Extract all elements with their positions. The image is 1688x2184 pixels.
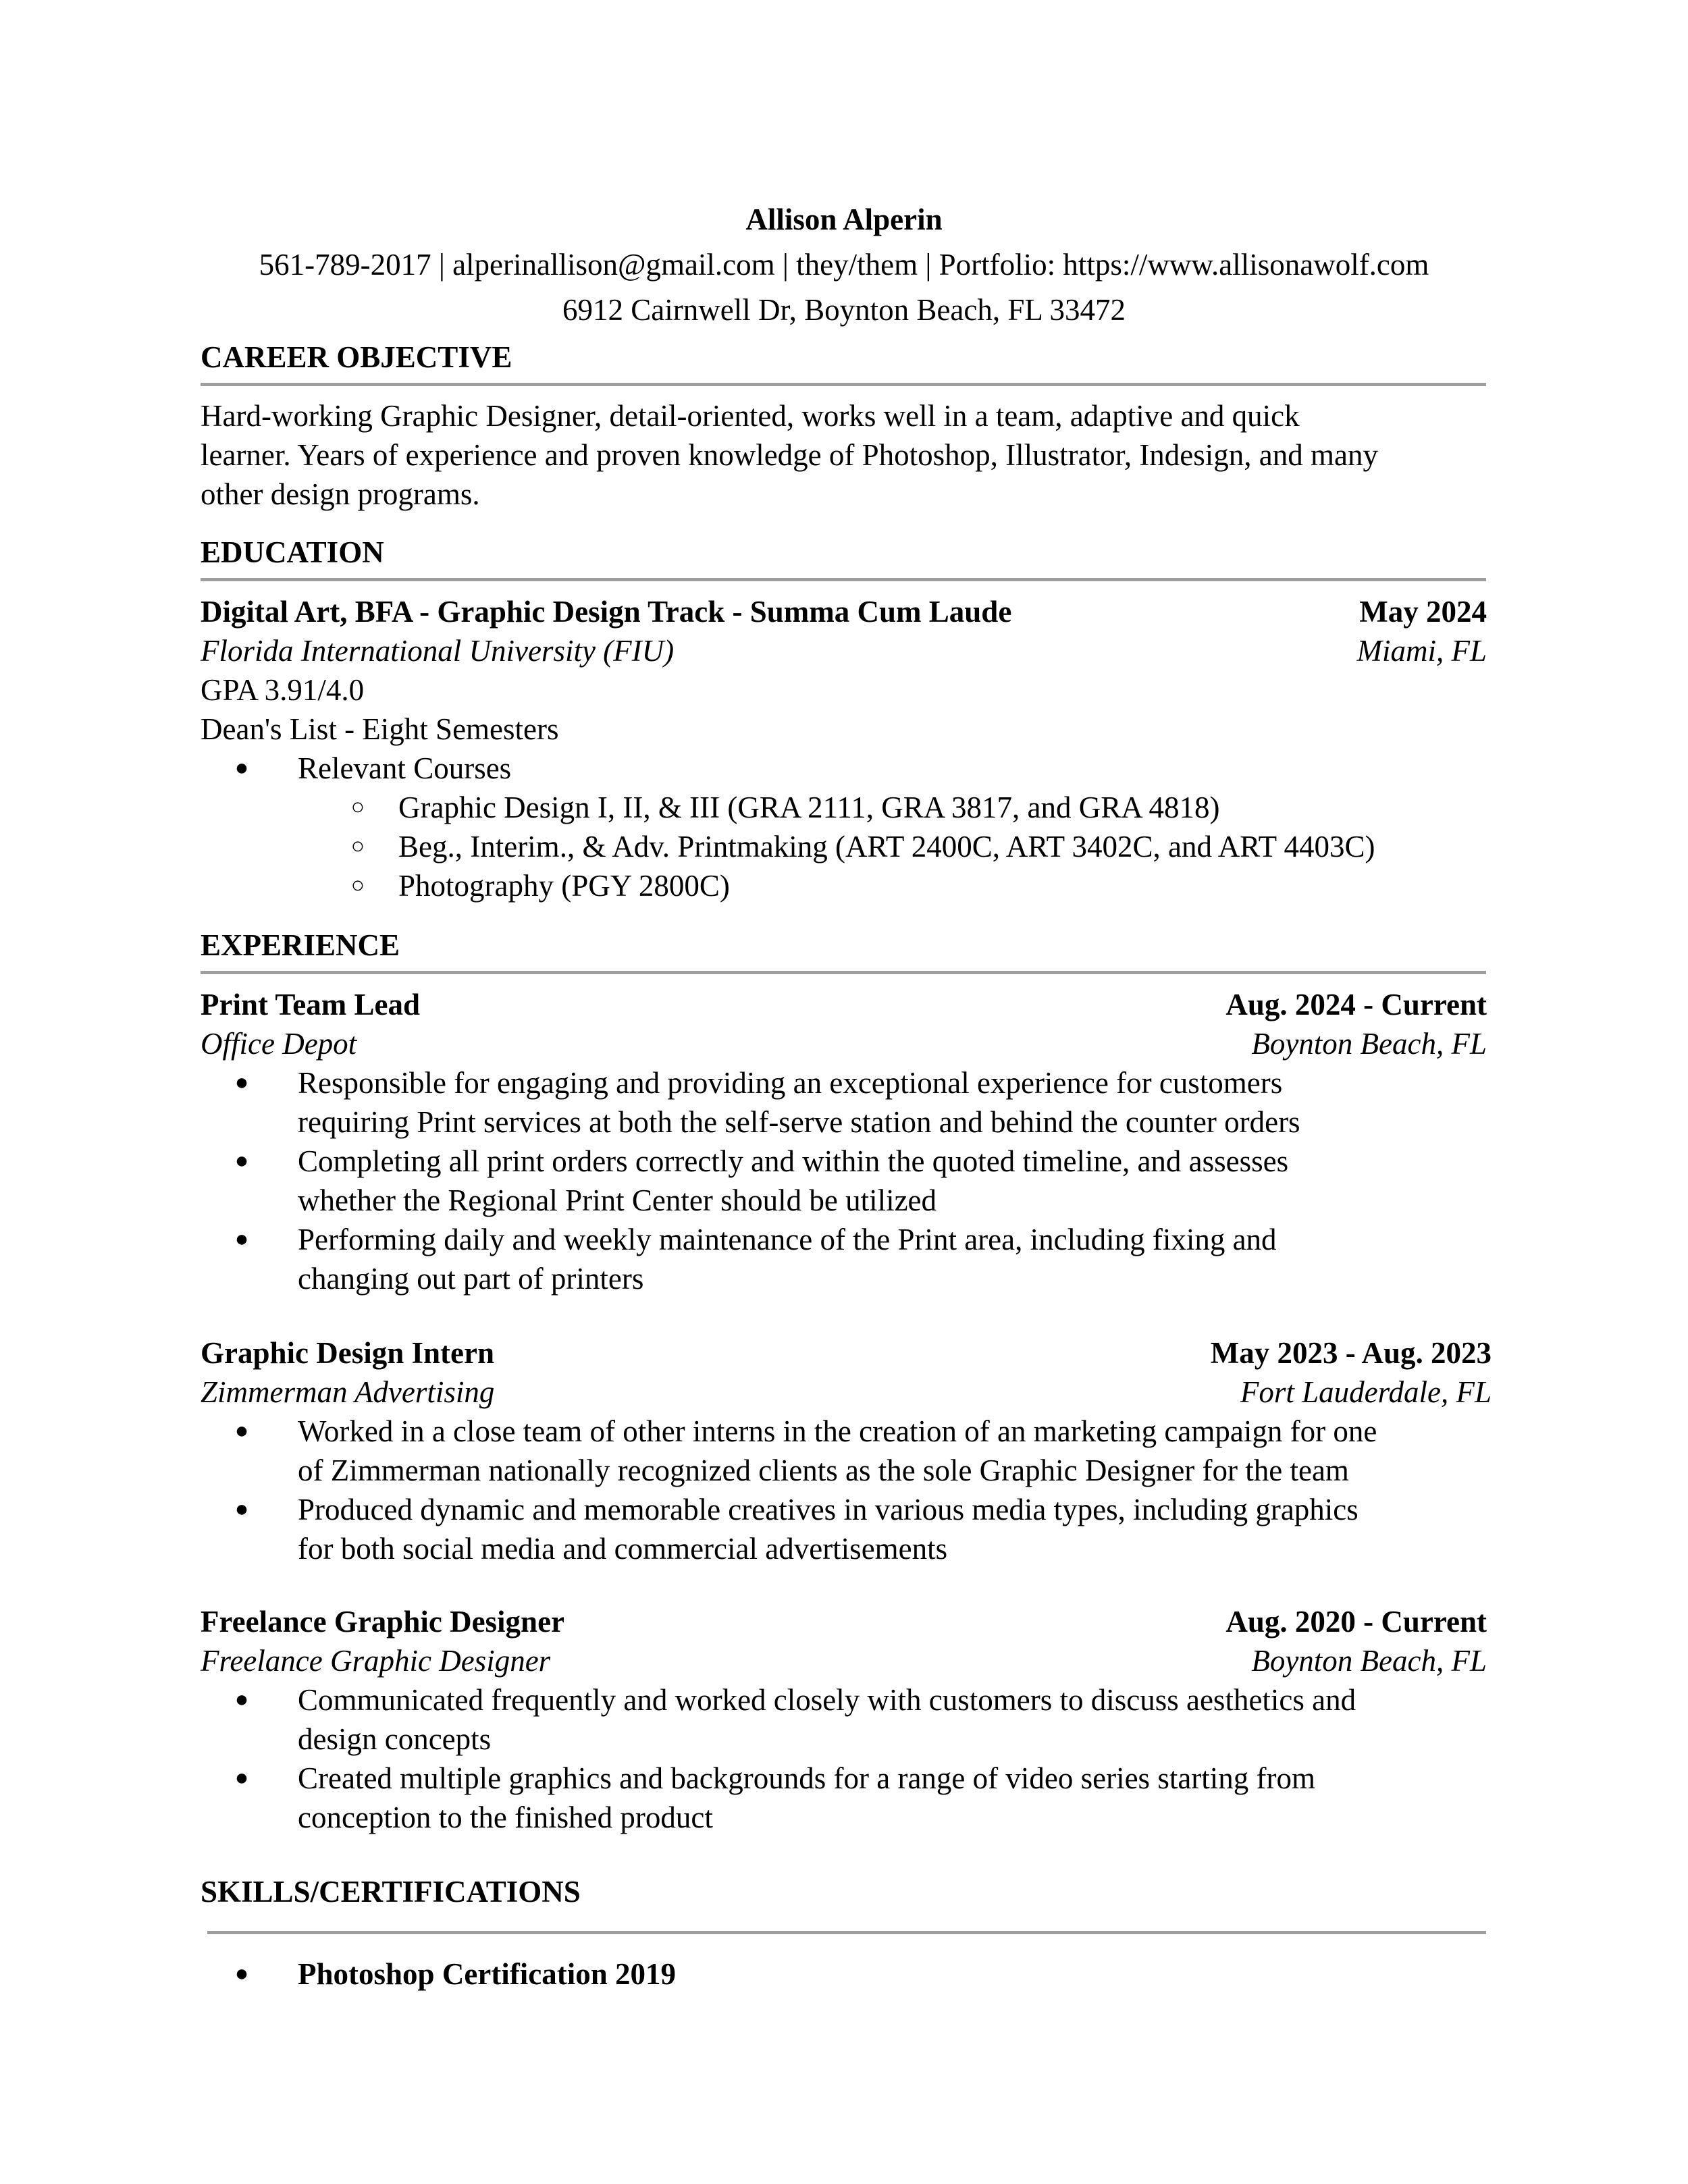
course-item: Photography (PGY 2800C) xyxy=(398,869,730,903)
job-bullet-line: Responsible for engaging and providing an exceptional experience for customers xyxy=(298,1066,1283,1100)
job-bullet-line: Completing all print orders correctly and within the quoted timeline, and assesses xyxy=(298,1144,1289,1178)
bullet-icon: ● xyxy=(234,755,249,780)
job-title: Freelance Graphic Designer xyxy=(201,1605,565,1639)
objective-divider xyxy=(201,383,1486,386)
circle-bullet-icon: ○ xyxy=(350,834,365,859)
objective-heading: CAREER OBJECTIVE xyxy=(201,340,512,374)
job-bullet-line: requiring Print services at both the self-serve station and behind the counter orders xyxy=(298,1105,1300,1139)
address-line: 6912 Cairnwell Dr, Boynton Beach, FL 33472 xyxy=(562,293,1126,327)
objective-line: Hard-working Graphic Designer, detail-oriented, works well in a team, adaptive and quick xyxy=(201,399,1300,433)
courses-label: Relevant Courses xyxy=(298,751,512,785)
job-dates: May 2023 - Aug. 2023 xyxy=(1210,1336,1492,1370)
job-title: Graphic Design Intern xyxy=(201,1336,495,1370)
degree-date: May 2024 xyxy=(1359,595,1487,629)
job-bullet-line: changing out part of printers xyxy=(298,1262,644,1296)
school-location: Miami, FL xyxy=(1356,634,1487,668)
circle-bullet-icon: ○ xyxy=(350,873,365,898)
job-bullet-line: Produced dynamic and memorable creatives in various media types, including graphics xyxy=(298,1493,1359,1526)
job-dates: Aug. 2020 - Current xyxy=(1225,1605,1487,1639)
bullet-icon: ● xyxy=(234,1070,249,1095)
course-item: Beg., Interim., & Adv. Printmaking (ART 2400C, ART 3402C, and ART 4403C) xyxy=(398,830,1375,863)
education-heading: EDUCATION xyxy=(201,535,384,569)
bullet-icon: ● xyxy=(234,1961,249,1986)
education-divider xyxy=(201,578,1486,581)
objective-line: learner. Years of experience and proven knowledge of Photoshop, Illustrator, Indesign, and many xyxy=(201,438,1378,472)
job-bullet-line: design concepts xyxy=(298,1722,492,1756)
gpa: GPA 3.91/4.0 xyxy=(201,673,365,707)
bullet-icon: ● xyxy=(234,1418,249,1443)
contact-line: 561-789-2017 | alperinallison@gmail.com | they/them | Portfolio: https://www.allisonawolf.com xyxy=(259,248,1429,282)
job-company: Office Depot xyxy=(201,1027,357,1061)
job-bullet-line: Performing daily and weekly maintenance of the Print area, including fixing and xyxy=(298,1223,1277,1256)
circle-bullet-icon: ○ xyxy=(350,795,365,820)
bullet-icon: ● xyxy=(234,1765,249,1790)
skills-heading: SKILLS/CERTIFICATIONS xyxy=(201,1875,581,1909)
job-company: Freelance Graphic Designer xyxy=(201,1644,551,1678)
job-bullet-line: of Zimmerman nationally recognized clients as the sole Graphic Designer for the team xyxy=(298,1454,1349,1487)
deans-list: Dean's List - Eight Semesters xyxy=(201,712,559,746)
school-name: Florida International University (FIU) xyxy=(201,634,675,668)
degree-title: Digital Art, BFA - Graphic Design Track - Summa Cum Laude xyxy=(201,595,1012,629)
job-location: Boynton Beach, FL xyxy=(1251,1644,1487,1678)
job-bullet-line: Worked in a close team of other interns in the creation of an marketing campaign for one xyxy=(298,1414,1377,1448)
job-bullet-line: Communicated frequently and worked closely with customers to discuss aesthetics and xyxy=(298,1683,1356,1717)
job-bullet-line: whether the Regional Print Center should be utilized xyxy=(298,1183,937,1217)
skill-item: Photoshop Certification 2019 xyxy=(298,1957,676,1991)
skills-divider xyxy=(207,1931,1486,1934)
objective-line: other design programs. xyxy=(201,477,480,511)
job-company: Zimmerman Advertising xyxy=(201,1375,495,1409)
job-location: Fort Lauderdale, FL xyxy=(1240,1375,1492,1409)
job-bullet-line: conception to the finished product xyxy=(298,1801,713,1834)
bullet-icon: ● xyxy=(234,1227,249,1252)
job-bullet-line: for both social media and commercial advertisements xyxy=(298,1532,948,1566)
resume-name: Allison Alperin xyxy=(745,203,943,236)
bullet-icon: ● xyxy=(234,1497,249,1522)
job-title: Print Team Lead xyxy=(201,988,421,1021)
bullet-icon: ● xyxy=(234,1687,249,1712)
experience-divider xyxy=(201,971,1486,974)
course-item: Graphic Design I, II, & III (GRA 2111, GRA 3817, and GRA 4818) xyxy=(398,791,1220,824)
bullet-icon: ● xyxy=(234,1148,249,1173)
job-location: Boynton Beach, FL xyxy=(1251,1027,1487,1061)
job-dates: Aug. 2024 - Current xyxy=(1225,988,1487,1021)
job-bullet-line: Created multiple graphics and backgrounds for a range of video series starting from xyxy=(298,1761,1316,1795)
experience-heading: EXPERIENCE xyxy=(201,928,400,962)
